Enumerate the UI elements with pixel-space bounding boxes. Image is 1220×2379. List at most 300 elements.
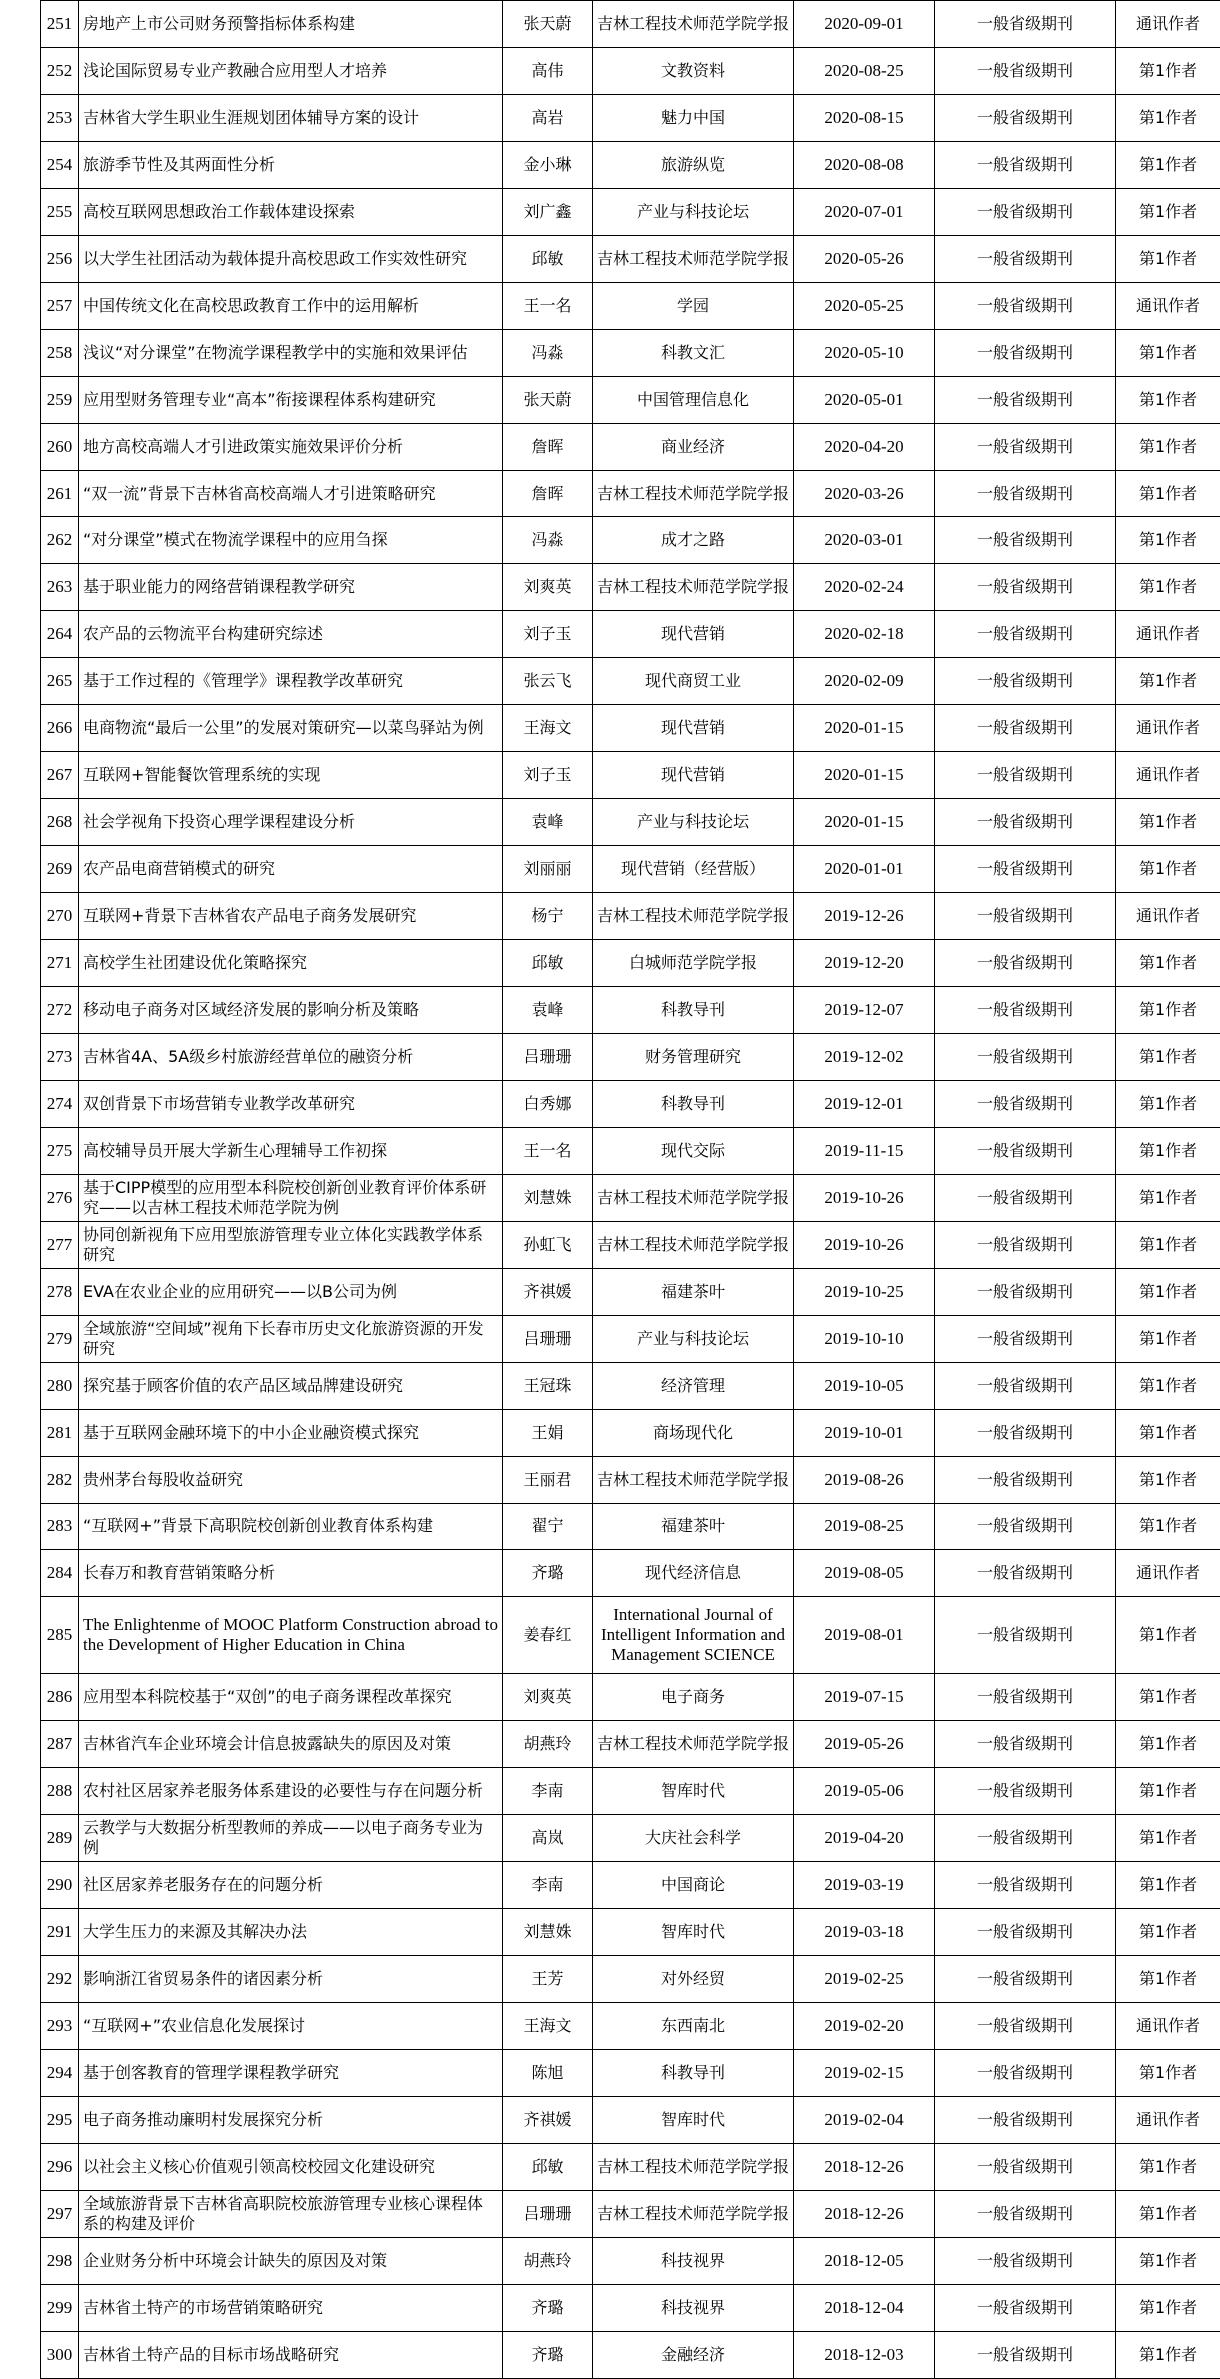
- row-number-cell: 279: [41, 1315, 79, 1362]
- table-row: [41, 329, 1220, 376]
- author-cell: 吕珊珊: [503, 2190, 593, 2237]
- row-number-cell: 285: [41, 1597, 79, 1674]
- publish-date-cell: 2019-12-02: [794, 1033, 935, 1080]
- journal-cell: 学园: [593, 282, 794, 329]
- publish-date-cell: 2018-12-05: [794, 2237, 935, 2284]
- author-role-cell: 第1作者: [1116, 1033, 1220, 1080]
- author-cell: 冯淼: [503, 329, 593, 376]
- paper-title-cell: 全域旅游“空间域”视角下长春市历史文化旅游资源的开发研究: [79, 1315, 503, 1362]
- row-number-cell: 260: [41, 423, 79, 470]
- paper-title-cell: 社会学视角下投资心理学课程建设分析: [79, 799, 503, 846]
- paper-title-cell: 以大学生社团活动为载体提升高校思政工作实效性研究: [79, 235, 503, 282]
- author-role-cell: 第1作者: [1116, 658, 1220, 705]
- author-cell: 杨宁: [503, 893, 593, 940]
- row-number-cell: 255: [41, 188, 79, 235]
- table-row: [41, 1221, 1220, 1268]
- author-cell: 王丽君: [503, 1456, 593, 1503]
- row-number-cell: 284: [41, 1550, 79, 1597]
- author-role-cell: 第1作者: [1116, 1221, 1220, 1268]
- paper-title-cell: 吉林省大学生职业生涯规划团体辅导方案的设计: [79, 94, 503, 141]
- paper-title-cell: 吉林省汽车企业环境会计信息披露缺失的原因及对策: [79, 1721, 503, 1768]
- row-number-cell: 252: [41, 47, 79, 94]
- publish-date-cell: 2019-02-04: [794, 2096, 935, 2143]
- journal-cell: 电子商务: [593, 1674, 794, 1721]
- table-row: [41, 1674, 1220, 1721]
- publish-date-cell: 2019-11-15: [794, 1127, 935, 1174]
- author-cell: 王一名: [503, 282, 593, 329]
- row-number-cell: 300: [41, 2331, 79, 2378]
- row-number-cell: 289: [41, 1815, 79, 1862]
- author-role-cell: 第1作者: [1116, 1768, 1220, 1815]
- author-role-cell: 第1作者: [1116, 517, 1220, 564]
- journal-level-cell: 一般省级期刊: [935, 1268, 1116, 1315]
- journal-level-cell: 一般省级期刊: [935, 1768, 1116, 1815]
- row-number-cell: 298: [41, 2237, 79, 2284]
- table-row: [41, 2190, 1220, 2237]
- table-row: [41, 235, 1220, 282]
- journal-cell: 中国管理信息化: [593, 376, 794, 423]
- publish-date-cell: 2019-08-05: [794, 1550, 935, 1597]
- row-number-cell: 282: [41, 1456, 79, 1503]
- journal-cell: 商业经济: [593, 423, 794, 470]
- paper-title-cell: 大学生压力的来源及其解决办法: [79, 1909, 503, 1956]
- author-cell: 刘慧姝: [503, 1909, 593, 1956]
- table-row: [41, 1033, 1220, 1080]
- row-number-cell: 295: [41, 2096, 79, 2143]
- author-cell: 孙虹飞: [503, 1221, 593, 1268]
- row-number-cell: 258: [41, 329, 79, 376]
- paper-title-cell: 应用型本科院校基于“双创”的电子商务课程改革探究: [79, 1674, 503, 1721]
- journal-level-cell: 一般省级期刊: [935, 987, 1116, 1034]
- table-row: [41, 2284, 1220, 2331]
- publish-date-cell: 2019-08-25: [794, 1503, 935, 1550]
- publish-date-cell: 2019-03-19: [794, 1862, 935, 1909]
- journal-level-cell: 一般省级期刊: [935, 235, 1116, 282]
- paper-title-cell: 基于互联网金融环境下的中小企业融资模式探究: [79, 1409, 503, 1456]
- author-cell: 袁峰: [503, 987, 593, 1034]
- author-role-cell: 通讯作者: [1116, 2003, 1220, 2050]
- author-cell: 齐璐: [503, 2284, 593, 2331]
- author-role-cell: 第1作者: [1116, 235, 1220, 282]
- publish-date-cell: 2020-03-26: [794, 470, 935, 517]
- author-role-cell: 第1作者: [1116, 2331, 1220, 2378]
- journal-cell: 现代营销: [593, 705, 794, 752]
- author-role-cell: 第1作者: [1116, 846, 1220, 893]
- table-row: [41, 658, 1220, 705]
- table-row: [41, 2143, 1220, 2190]
- author-role-cell: 第1作者: [1116, 2284, 1220, 2331]
- table-row: [41, 2049, 1220, 2096]
- paper-title-cell: 电商物流“最后一公里”的发展对策研究—以菜鸟驿站为例: [79, 705, 503, 752]
- journal-cell: 商场现代化: [593, 1409, 794, 1456]
- author-role-cell: 第1作者: [1116, 1503, 1220, 1550]
- paper-title-cell: 社区居家养老服务存在的问题分析: [79, 1862, 503, 1909]
- row-number-cell: 272: [41, 987, 79, 1034]
- journal-level-cell: 一般省级期刊: [935, 2237, 1116, 2284]
- author-cell: 王一名: [503, 1127, 593, 1174]
- author-cell: 刘子玉: [503, 611, 593, 658]
- row-number-cell: 274: [41, 1080, 79, 1127]
- paper-title-cell: “互联网+”农业信息化发展探讨: [79, 2003, 503, 2050]
- author-role-cell: 第1作者: [1116, 188, 1220, 235]
- table-row: [41, 2237, 1220, 2284]
- publish-date-cell: 2020-05-01: [794, 376, 935, 423]
- paper-title-cell: 贵州茅台每股收益研究: [79, 1456, 503, 1503]
- row-number-cell: 286: [41, 1674, 79, 1721]
- journal-cell: 吉林工程技术师范学院学报: [593, 564, 794, 611]
- journal-level-cell: 一般省级期刊: [935, 188, 1116, 235]
- journal-level-cell: 一般省级期刊: [935, 1862, 1116, 1909]
- publish-date-cell: 2018-12-04: [794, 2284, 935, 2331]
- paper-title-cell: 应用型财务管理专业“高本”衔接课程体系构建研究: [79, 376, 503, 423]
- row-number-cell: 291: [41, 1909, 79, 1956]
- row-number-cell: 293: [41, 2003, 79, 2050]
- table-row: [41, 1503, 1220, 1550]
- author-role-cell: 通讯作者: [1116, 2096, 1220, 2143]
- author-role-cell: 第1作者: [1116, 94, 1220, 141]
- row-number-cell: 268: [41, 799, 79, 846]
- journal-cell: 福建茶叶: [593, 1503, 794, 1550]
- paper-title-cell: 高校学生社团建设优化策略探究: [79, 940, 503, 987]
- publish-date-cell: 2020-01-15: [794, 799, 935, 846]
- row-number-cell: 297: [41, 2190, 79, 2237]
- journal-level-cell: 一般省级期刊: [935, 2096, 1116, 2143]
- author-role-cell: 通讯作者: [1116, 611, 1220, 658]
- journal-level-cell: 一般省级期刊: [935, 2003, 1116, 2050]
- publish-date-cell: 2018-12-03: [794, 2331, 935, 2378]
- journal-cell: 现代商贸工业: [593, 658, 794, 705]
- publish-date-cell: 2020-01-01: [794, 846, 935, 893]
- table-row: [41, 1080, 1220, 1127]
- publish-date-cell: 2019-10-26: [794, 1221, 935, 1268]
- journal-cell: 吉林工程技术师范学院学报: [593, 2143, 794, 2190]
- row-number-cell: 275: [41, 1127, 79, 1174]
- table-row: [41, 47, 1220, 94]
- journal-level-cell: 一般省级期刊: [935, 1456, 1116, 1503]
- author-role-cell: 第1作者: [1116, 1456, 1220, 1503]
- journal-level-cell: 一般省级期刊: [935, 611, 1116, 658]
- author-cell: 袁峰: [503, 799, 593, 846]
- journal-cell: 吉林工程技术师范学院学报: [593, 2190, 794, 2237]
- journal-cell: 科教导刊: [593, 987, 794, 1034]
- paper-title-cell: 互联网+背景下吉林省农产品电子商务发展研究: [79, 893, 503, 940]
- row-number-cell: 259: [41, 376, 79, 423]
- row-number-cell: 287: [41, 1721, 79, 1768]
- journal-cell: 智库时代: [593, 1909, 794, 1956]
- row-number-cell: 271: [41, 940, 79, 987]
- author-role-cell: 通讯作者: [1116, 1550, 1220, 1597]
- journal-cell: 产业与科技论坛: [593, 799, 794, 846]
- journal-level-cell: 一般省级期刊: [935, 2190, 1116, 2237]
- author-role-cell: 第1作者: [1116, 1674, 1220, 1721]
- author-role-cell: 通讯作者: [1116, 752, 1220, 799]
- row-number-cell: 263: [41, 564, 79, 611]
- paper-title-cell: 旅游季节性及其两面性分析: [79, 141, 503, 188]
- author-role-cell: 第1作者: [1116, 1362, 1220, 1409]
- row-number-cell: 288: [41, 1768, 79, 1815]
- journal-level-cell: 一般省级期刊: [935, 564, 1116, 611]
- author-cell: 金小琳: [503, 141, 593, 188]
- publish-date-cell: 2019-10-01: [794, 1409, 935, 1456]
- journal-cell: 白城师范学院学报: [593, 940, 794, 987]
- author-cell: 翟宁: [503, 1503, 593, 1550]
- row-number-cell: 257: [41, 282, 79, 329]
- journal-cell: 东西南北: [593, 2003, 794, 2050]
- paper-title-cell: 农产品的云物流平台构建研究综述: [79, 611, 503, 658]
- author-role-cell: 第1作者: [1116, 1862, 1220, 1909]
- row-number-cell: 256: [41, 235, 79, 282]
- author-role-cell: 通讯作者: [1116, 705, 1220, 752]
- journal-level-cell: 一般省级期刊: [935, 141, 1116, 188]
- paper-title-cell: “对分课堂”模式在物流学课程中的应用刍探: [79, 517, 503, 564]
- publish-date-cell: 2020-09-01: [794, 1, 935, 48]
- author-cell: 张天蔚: [503, 1, 593, 48]
- author-role-cell: 第1作者: [1116, 141, 1220, 188]
- publish-date-cell: 2019-02-20: [794, 2003, 935, 2050]
- author-role-cell: 第1作者: [1116, 2190, 1220, 2237]
- journal-level-cell: 一般省级期刊: [935, 1674, 1116, 1721]
- paper-title-cell: 移动电子商务对区域经济发展的影响分析及策略: [79, 987, 503, 1034]
- author-cell: 高伟: [503, 47, 593, 94]
- publish-date-cell: 2018-12-26: [794, 2143, 935, 2190]
- row-number-cell: 269: [41, 846, 79, 893]
- author-role-cell: 第1作者: [1116, 1956, 1220, 2003]
- table-row: [41, 282, 1220, 329]
- journal-cell: 吉林工程技术师范学院学报: [593, 1221, 794, 1268]
- author-cell: 刘慧姝: [503, 1174, 593, 1221]
- author-role-cell: 第1作者: [1116, 1909, 1220, 1956]
- row-number-cell: 254: [41, 141, 79, 188]
- journal-cell: 现代营销: [593, 611, 794, 658]
- author-cell: 邱敏: [503, 2143, 593, 2190]
- paper-title-cell: 企业财务分析中环境会计缺失的原因及对策: [79, 2237, 503, 2284]
- publish-date-cell: 2019-10-25: [794, 1268, 935, 1315]
- publish-date-cell: 2019-08-26: [794, 1456, 935, 1503]
- author-role-cell: 第1作者: [1116, 1174, 1220, 1221]
- journal-level-cell: 一般省级期刊: [935, 1174, 1116, 1221]
- publish-date-cell: 2020-08-08: [794, 141, 935, 188]
- publish-date-cell: 2019-05-26: [794, 1721, 935, 1768]
- journal-level-cell: 一般省级期刊: [935, 1080, 1116, 1127]
- journal-cell: 智库时代: [593, 1768, 794, 1815]
- table-row: [41, 470, 1220, 517]
- paper-title-cell: “双一流”背景下吉林省高校高端人才引进策略研究: [79, 470, 503, 517]
- author-role-cell: 第1作者: [1116, 329, 1220, 376]
- paper-title-cell: 高校辅导员开展大学新生心理辅导工作初探: [79, 1127, 503, 1174]
- paper-title-cell: 浅论国际贸易专业产教融合应用型人才培养: [79, 47, 503, 94]
- table-row: [41, 1815, 1220, 1862]
- journal-cell: 成才之路: [593, 517, 794, 564]
- author-cell: 王冠珠: [503, 1362, 593, 1409]
- journal-level-cell: 一般省级期刊: [935, 1221, 1116, 1268]
- author-role-cell: 第1作者: [1116, 2049, 1220, 2096]
- table-row: [41, 2096, 1220, 2143]
- journal-level-cell: 一般省级期刊: [935, 517, 1116, 564]
- table-row: [41, 1456, 1220, 1503]
- author-role-cell: 第1作者: [1116, 2237, 1220, 2284]
- table-row: [41, 1315, 1220, 1362]
- row-number-cell: 296: [41, 2143, 79, 2190]
- publish-date-cell: 2020-03-01: [794, 517, 935, 564]
- author-role-cell: 通讯作者: [1116, 282, 1220, 329]
- journal-cell: 吉林工程技术师范学院学报: [593, 1721, 794, 1768]
- paper-title-cell: 吉林省土特产的市场营销策略研究: [79, 2284, 503, 2331]
- author-cell: 吕珊珊: [503, 1033, 593, 1080]
- author-role-cell: 第1作者: [1116, 470, 1220, 517]
- journal-level-cell: 一般省级期刊: [935, 2331, 1116, 2378]
- publish-date-cell: 2019-10-10: [794, 1315, 935, 1362]
- author-cell: 刘爽英: [503, 564, 593, 611]
- journal-cell: 文教资料: [593, 47, 794, 94]
- table-row: [41, 141, 1220, 188]
- row-number-cell: 251: [41, 1, 79, 48]
- publish-date-cell: 2019-02-25: [794, 1956, 935, 2003]
- paper-title-cell: 电子商务推动廉明村发展探究分析: [79, 2096, 503, 2143]
- journal-level-cell: 一般省级期刊: [935, 282, 1116, 329]
- publish-date-cell: 2019-12-07: [794, 987, 935, 1034]
- publish-date-cell: 2020-05-25: [794, 282, 935, 329]
- author-role-cell: 通讯作者: [1116, 1, 1220, 48]
- journal-cell: 对外经贸: [593, 1956, 794, 2003]
- table-row: [41, 423, 1220, 470]
- publish-date-cell: 2019-08-01: [794, 1597, 935, 1674]
- journal-level-cell: 一般省级期刊: [935, 47, 1116, 94]
- publish-date-cell: 2020-08-15: [794, 94, 935, 141]
- journal-level-cell: 一般省级期刊: [935, 376, 1116, 423]
- paper-title-cell: 影响浙江省贸易条件的诸因素分析: [79, 1956, 503, 2003]
- journal-level-cell: 一般省级期刊: [935, 1815, 1116, 1862]
- table-row: [41, 1268, 1220, 1315]
- journal-level-cell: 一般省级期刊: [935, 1503, 1116, 1550]
- publish-date-cell: 2020-02-24: [794, 564, 935, 611]
- journal-cell: 产业与科技论坛: [593, 1315, 794, 1362]
- author-role-cell: 第1作者: [1116, 940, 1220, 987]
- publish-date-cell: 2020-02-18: [794, 611, 935, 658]
- author-cell: 齐祺媛: [503, 2096, 593, 2143]
- table-row: [41, 564, 1220, 611]
- journal-level-cell: 一般省级期刊: [935, 2284, 1116, 2331]
- paper-title-cell: 高校互联网思想政治工作载体建设探索: [79, 188, 503, 235]
- publish-date-cell: 2019-12-20: [794, 940, 935, 987]
- author-role-cell: 通讯作者: [1116, 893, 1220, 940]
- publications-table-body: [41, 1, 1220, 2379]
- author-cell: 李南: [503, 1768, 593, 1815]
- author-role-cell: 第1作者: [1116, 1409, 1220, 1456]
- journal-level-cell: 一般省级期刊: [935, 1597, 1116, 1674]
- author-cell: 刘子玉: [503, 752, 593, 799]
- paper-title-cell: 基于创客教育的管理学课程教学研究: [79, 2049, 503, 2096]
- row-number-cell: 266: [41, 705, 79, 752]
- author-cell: 王娟: [503, 1409, 593, 1456]
- table-row: [41, 1, 1220, 48]
- author-role-cell: 第1作者: [1116, 1127, 1220, 1174]
- publish-date-cell: 2019-12-01: [794, 1080, 935, 1127]
- journal-cell: 吉林工程技术师范学院学报: [593, 1174, 794, 1221]
- row-number-cell: 278: [41, 1268, 79, 1315]
- publish-date-cell: 2018-12-26: [794, 2190, 935, 2237]
- author-cell: 张天蔚: [503, 376, 593, 423]
- paper-title-cell: 地方高校高端人才引进政策实施效果评价分析: [79, 423, 503, 470]
- table-row: [41, 893, 1220, 940]
- journal-level-cell: 一般省级期刊: [935, 1315, 1116, 1362]
- paper-title-cell: 基于职业能力的网络营销课程教学研究: [79, 564, 503, 611]
- journal-level-cell: 一般省级期刊: [935, 846, 1116, 893]
- journal-cell: 智库时代: [593, 2096, 794, 2143]
- row-number-cell: 276: [41, 1174, 79, 1221]
- paper-title-cell: 浅议“对分课堂”在物流学课程教学中的实施和效果评估: [79, 329, 503, 376]
- row-number-cell: 280: [41, 1362, 79, 1409]
- row-number-cell: 299: [41, 2284, 79, 2331]
- journal-cell: 吉林工程技术师范学院学报: [593, 893, 794, 940]
- journal-level-cell: 一般省级期刊: [935, 1550, 1116, 1597]
- author-cell: 张云飞: [503, 658, 593, 705]
- author-cell: 胡燕玲: [503, 2237, 593, 2284]
- publish-date-cell: 2019-03-18: [794, 1909, 935, 1956]
- journal-cell: 吉林工程技术师范学院学报: [593, 1456, 794, 1503]
- journal-cell: 科教导刊: [593, 2049, 794, 2096]
- row-number-cell: 273: [41, 1033, 79, 1080]
- author-role-cell: 第1作者: [1116, 1721, 1220, 1768]
- journal-cell: 吉林工程技术师范学院学报: [593, 470, 794, 517]
- publish-date-cell: 2019-10-05: [794, 1362, 935, 1409]
- row-number-cell: 261: [41, 470, 79, 517]
- author-role-cell: 第1作者: [1116, 564, 1220, 611]
- author-cell: 邱敏: [503, 940, 593, 987]
- table-row: [41, 1956, 1220, 2003]
- table-row: [41, 2331, 1220, 2378]
- publish-date-cell: 2020-04-20: [794, 423, 935, 470]
- author-cell: 王芳: [503, 1956, 593, 2003]
- table-row: [41, 1550, 1220, 1597]
- paper-title-cell: The Enlightenme of MOOC Platform Construction abroad to the Development of Higher Education in China: [79, 1597, 503, 1674]
- journal-cell: 财务管理研究: [593, 1033, 794, 1080]
- author-cell: 白秀娜: [503, 1080, 593, 1127]
- table-row: [41, 1127, 1220, 1174]
- author-role-cell: 第1作者: [1116, 1268, 1220, 1315]
- journal-level-cell: 一般省级期刊: [935, 1956, 1116, 2003]
- journal-cell: 中国商论: [593, 1862, 794, 1909]
- table-row: [41, 1721, 1220, 1768]
- journal-level-cell: 一般省级期刊: [935, 1, 1116, 48]
- journal-level-cell: 一般省级期刊: [935, 658, 1116, 705]
- journal-cell: International Journal of Intelligent Information and Management SCIENCE: [593, 1597, 794, 1674]
- author-role-cell: 第1作者: [1116, 799, 1220, 846]
- journal-level-cell: 一般省级期刊: [935, 94, 1116, 141]
- paper-title-cell: 双创背景下市场营销专业教学改革研究: [79, 1080, 503, 1127]
- paper-title-cell: 中国传统文化在高校思政教育工作中的运用解析: [79, 282, 503, 329]
- author-cell: 李南: [503, 1862, 593, 1909]
- journal-level-cell: 一般省级期刊: [935, 799, 1116, 846]
- journal-level-cell: 一般省级期刊: [935, 1409, 1116, 1456]
- author-cell: 高岩: [503, 94, 593, 141]
- table-row: [41, 940, 1220, 987]
- author-role-cell: 第1作者: [1116, 423, 1220, 470]
- journal-level-cell: 一般省级期刊: [935, 705, 1116, 752]
- author-cell: 齐祺媛: [503, 1268, 593, 1315]
- author-cell: 刘爽英: [503, 1674, 593, 1721]
- author-cell: 邱敏: [503, 235, 593, 282]
- journal-level-cell: 一般省级期刊: [935, 2049, 1116, 2096]
- row-number-cell: 262: [41, 517, 79, 564]
- journal-cell: 经济管理: [593, 1362, 794, 1409]
- journal-cell: 吉林工程技术师范学院学报: [593, 235, 794, 282]
- paper-title-cell: EVA在农业企业的应用研究——以B公司为例: [79, 1268, 503, 1315]
- row-number-cell: 281: [41, 1409, 79, 1456]
- author-cell: 齐璐: [503, 2331, 593, 2378]
- paper-title-cell: 互联网+智能餐饮管理系统的实现: [79, 752, 503, 799]
- row-number-cell: 290: [41, 1862, 79, 1909]
- publish-date-cell: 2020-01-15: [794, 752, 935, 799]
